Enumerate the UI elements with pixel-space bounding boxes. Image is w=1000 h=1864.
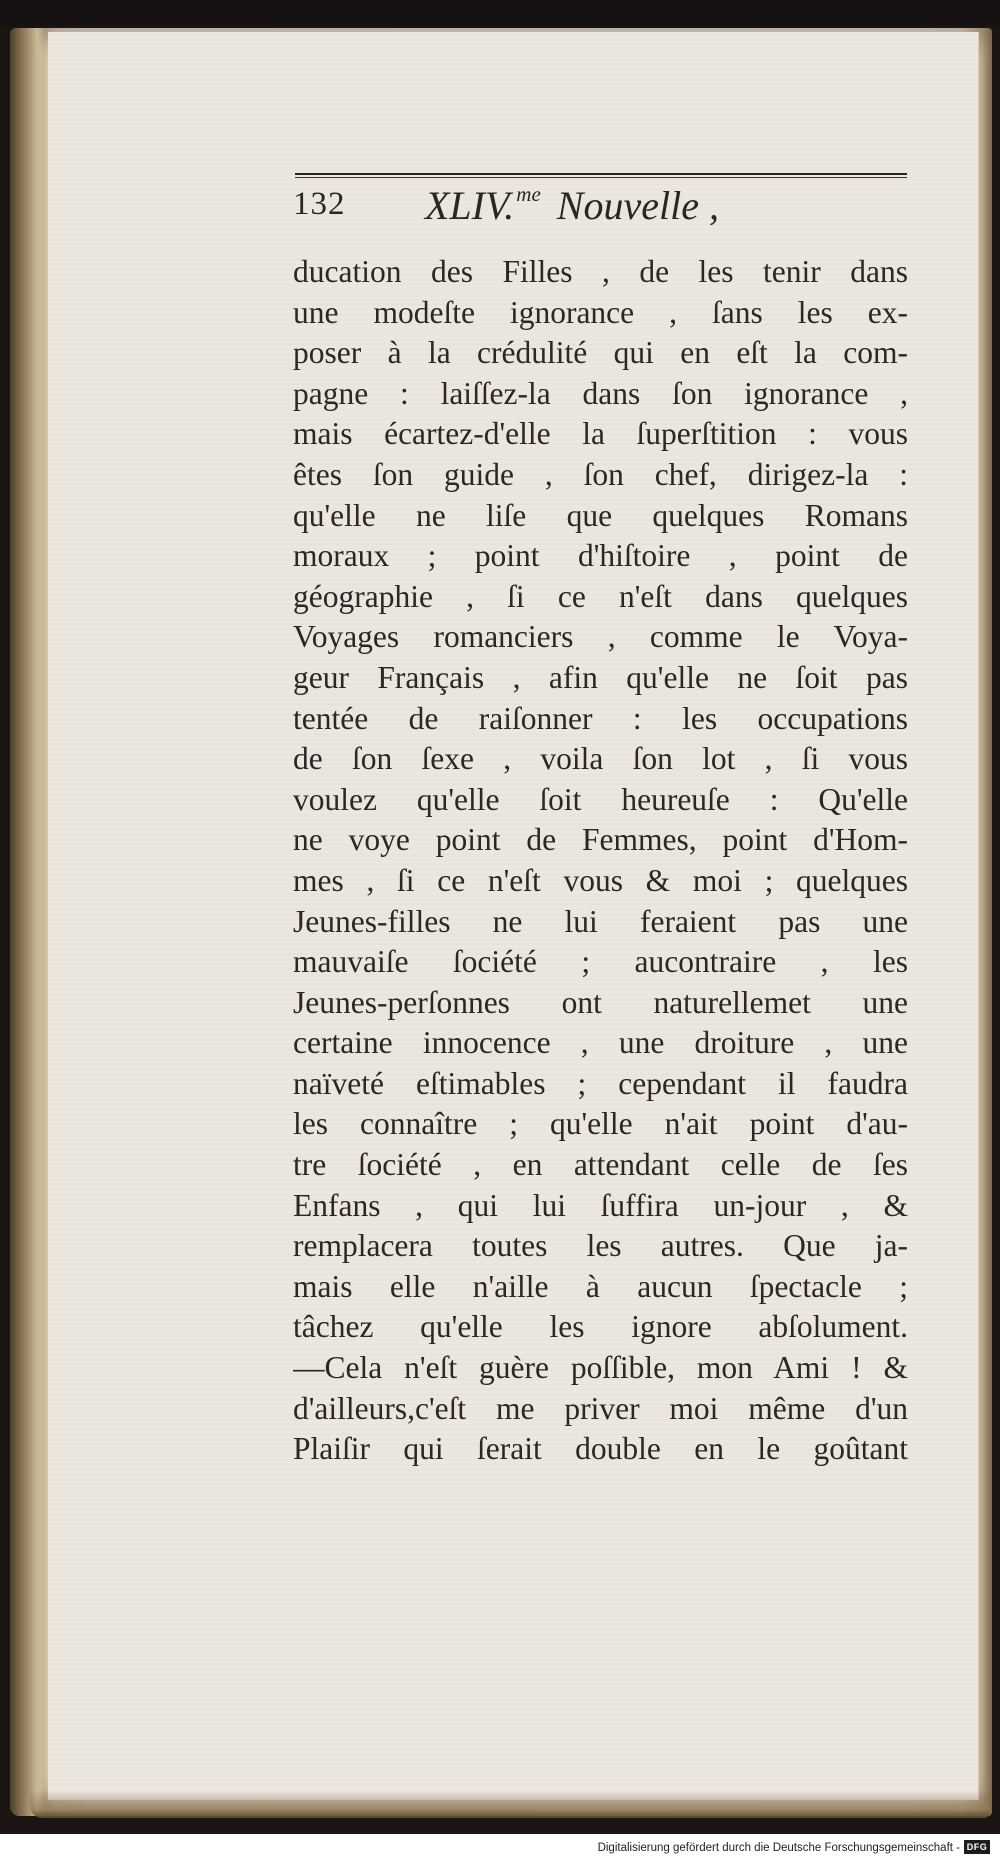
running-header [293,182,913,230]
text-line: poser à la crédulité qui en eſt la com- [293,335,908,371]
text-line: ne voye point de Femmes, point d'Hom- [293,822,908,858]
header-rule-thin [295,177,907,178]
text-line: les connaître ; qu'elle n'ait point d'au- [293,1106,908,1142]
running-title-superscript: me [516,182,541,206]
running-title-rest: Nouvelle , [556,183,719,228]
text-line: qu'elle ne liſe que quelques Romans [293,497,908,533]
text-line: mes , ſi ce n'eſt vous & moi ; quelques [293,862,908,898]
text-line: êtes ſon guide , ſon chef, dirigez-la : [293,456,908,492]
text-line: tentée de raiſonner : les occupations [293,700,908,736]
running-title-main: XLIV. [425,183,515,228]
text-line: tâchez qu'elle les ignore abſolument. [293,1309,908,1345]
text-line: —Cela n'eſt guère poſſible, mon Ami ! & [293,1350,908,1386]
text-line: géographie , ſi ce n'eſt dans quelques [293,578,908,614]
page-bottom-edge [30,1790,990,1818]
footer-credit: Digitalisierung gefördert durch die Deutsche Forschungsgemeinschaft - [597,1842,960,1854]
text-line: tre ſociété , en attendant celle de ſes [293,1147,908,1183]
scan-top-border [0,0,1000,26]
dfg-logo: DFG [964,1840,990,1854]
text-line: Jeunes-perſonnes ont naturellemet une [293,984,908,1020]
book-spine-shadow [10,28,46,1816]
header-rule [295,173,907,175]
text-line: Jeunes-filles ne lui feraient pas une [293,903,908,939]
text-line: mauvaiſe ſociété ; aucontraire , les [293,944,908,980]
text-line: de ſon ſexe , voila ſon lot , ſi vous [293,741,908,777]
text-line: moraux ; point d'hiſtoire , point de [293,538,908,574]
text-line: remplacera toutes les autres. Que ja- [293,1228,908,1264]
text-line: voulez qu'elle ſoit heureuſe : Qu'elle [293,781,908,817]
text-line: Enfans , qui lui ſuffira un-jour , & [293,1187,908,1223]
digitization-footer [0,1834,1000,1864]
text-line: d'ailleurs,c'eſt me priver moi même d'un [293,1390,908,1426]
text-line: Voyages romanciers , comme le Voya- [293,619,908,655]
text-line: mais écartez-d'elle la ſuperſtition : vous [293,416,908,452]
text-line: pagne : laiſſez-la dans ſon ignorance , [293,375,908,411]
running-title [425,182,719,229]
text-line: mais elle n'aille à aucun ſpectacle ; [293,1268,908,1304]
text-line: ducation des Filles , de les tenir dans [293,254,908,289]
page-number: 132 [293,186,346,222]
text-line: naïveté eſtimables ; cependant il faudra [293,1065,908,1101]
body-text [293,252,908,1470]
text-line: geur Français , afin qu'elle ne ſoit pas [293,659,908,695]
text-line: une modeſte ignorance , ſans les ex- [293,294,908,330]
text-line: Plaiſir qui ſerait double en le goûtant [293,1431,908,1467]
text-line: certaine innocence , une droiture , une [293,1025,908,1061]
